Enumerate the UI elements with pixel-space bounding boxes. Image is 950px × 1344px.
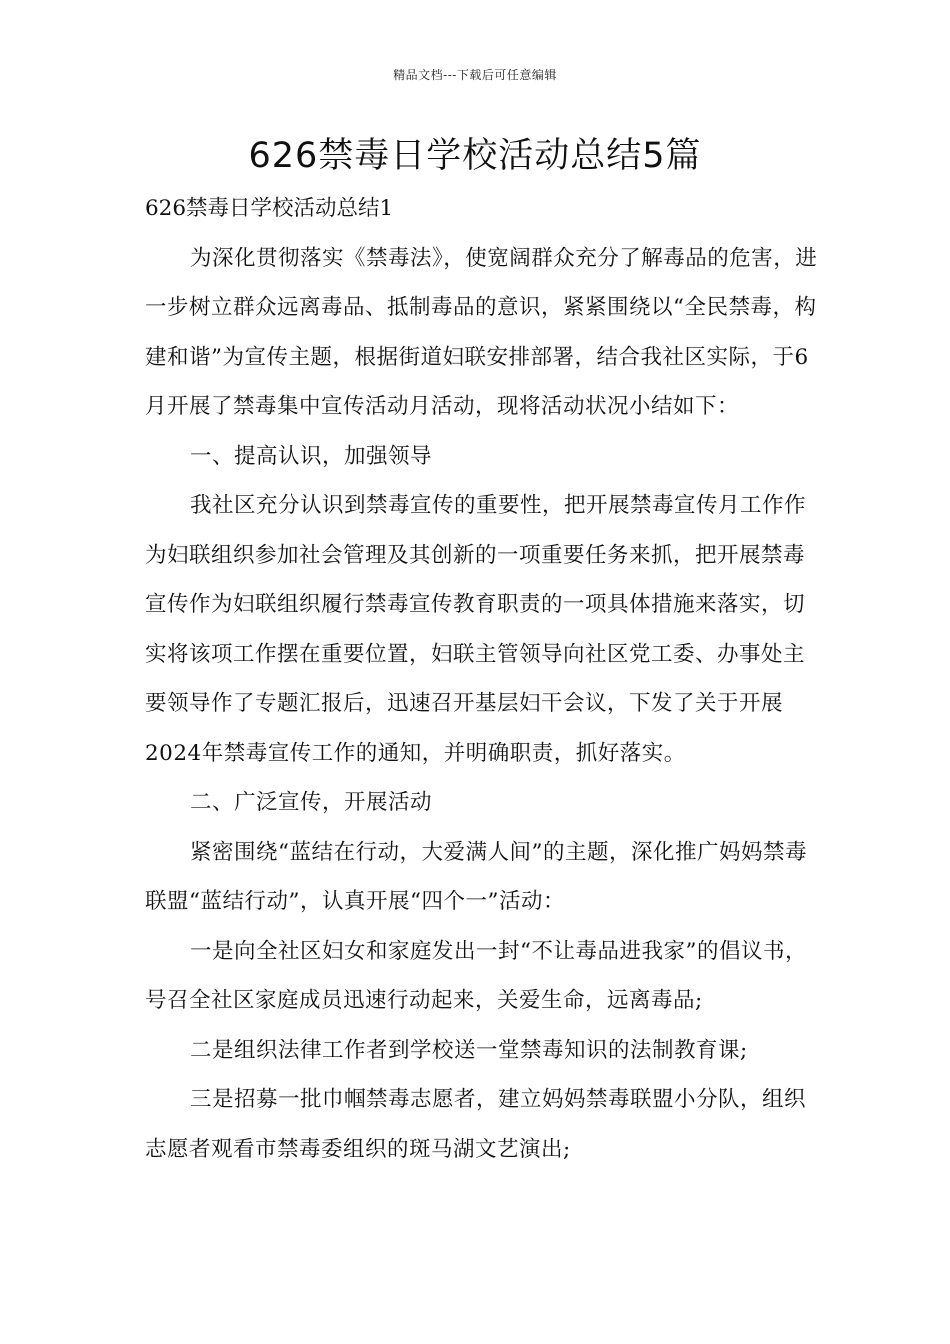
paragraph-item-2: 二是组织法律工作者到学校送一堂禁毒知识的法制教育课; [190, 1037, 748, 1063]
paragraph-intro: 为深化贯彻落实《禁毒法》，使宽阔群众充分了解毒品的危害，进一步树立群众远离毒品、抵制毒品的意识，紧紧围绕以“全民禁毒，构建和谐”为宣传主题，根据街道妇联安排部署，结合我社区实际，于6月开展了禁毒集中宣传活动月活动，现将活动状况小结如下： [145, 245, 818, 419]
paragraph-section-1: 我社区充分认识到禁毒宣传的重要性，把开展禁毒宣传月工作作为妇联组织参加社会管理及其创新的一项重要任务来抓，把开展禁毒宣传作为妇联组织履行禁毒宣传教育职责的一项具体措施来落实，切实将该项工作摆在重要位置，妇联主管领导向社区党工委、办事处主要领导作了专题汇报后，迅速召开基层妇干会议，下发了关于开展2024年禁毒宣传工作的通知，并明确职责，抓好落实。 [145, 493, 807, 766]
paragraph-item-1: 一是向全社区妇女和家庭发出一封“不让毒品进我家”的倡议书，号召全社区家庭成员迅速行动起来，关爱生命，远离毒品; [145, 938, 807, 1013]
paragraph-theme: 紧密围绕“蓝结在行动，大爱满人间”的主题，深化推广妈妈禁毒联盟“蓝结行动”，认真开展“四个一”活动： [145, 839, 807, 914]
document-body [145, 184, 825, 1174]
header-note: 精品文档---下载后可任意编辑 [393, 68, 557, 82]
document-title: 626禁毒日学校活动总结5篇 [248, 136, 702, 176]
section-subtitle: 626禁毒日学校活动总结1 [145, 196, 394, 221]
paragraph-item-3: 三是招募一批巾帼禁毒志愿者，建立妈妈禁毒联盟小分队，组织志愿者观看市禁毒委组织的斑马湖文艺演出; [145, 1087, 807, 1162]
heading-section-2: 二、广泛宣传，开展活动 [190, 790, 433, 815]
heading-section-1: 一、提高认识，加强领导 [190, 443, 433, 469]
